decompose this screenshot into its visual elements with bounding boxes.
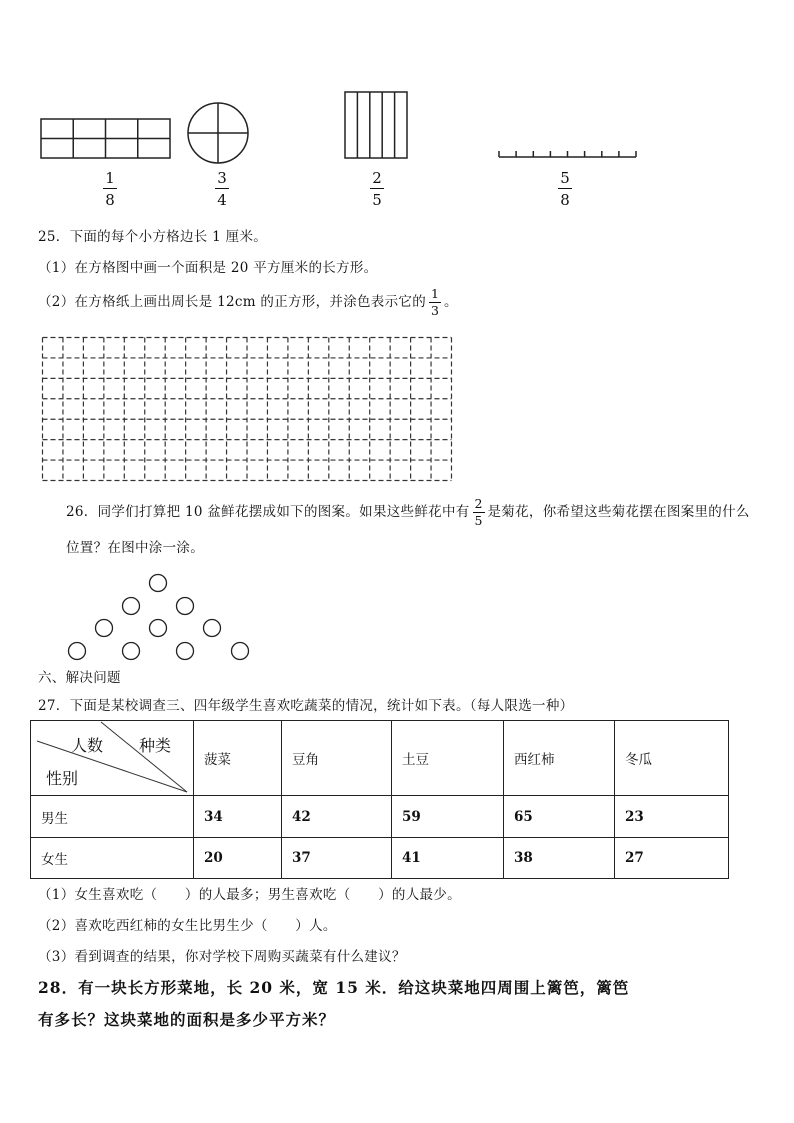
fraction-numerator: 1 — [103, 170, 117, 189]
q25-part2 — [38, 287, 458, 318]
flower-pot-circle — [69, 643, 86, 660]
table-cell: 41 — [392, 838, 504, 879]
rectangle-outline — [345, 92, 407, 158]
column-header: 土豆 — [392, 721, 504, 796]
flower-pot-circle — [96, 620, 113, 637]
table-corner-header — [31, 721, 194, 796]
table-cell: 42 — [282, 796, 392, 838]
table-cell: 34 — [194, 796, 282, 838]
fraction-numerator: 5 — [558, 170, 572, 189]
table-cell: 59 — [392, 796, 504, 838]
q25-title: 25．下面的每个小方格边长 1 厘米。 — [38, 229, 268, 245]
q26-text-continued: 是菊花，你希望这些菊花摆在图案里的什么 — [487, 504, 750, 520]
q26-line2: 位置？在图中涂一涂。 — [66, 540, 204, 556]
flower-pot-circle — [123, 643, 140, 660]
q27-part3: （3）看到调查的结果，你对学校下周购买蔬菜有什么建议？ — [38, 949, 406, 965]
q28-line1: 28．有一块长方形菜地，长 20 米，宽 15 米．给这块菜地四周围上篱笆，篱笆 — [38, 978, 630, 997]
table-cell: 20 — [194, 838, 282, 879]
figure-fraction — [370, 170, 384, 208]
table-header-row — [31, 721, 729, 796]
figure-fraction — [103, 170, 117, 208]
square-grid — [41, 336, 453, 482]
table-cell: 27 — [615, 838, 729, 879]
fraction-numerator: 2 — [474, 496, 483, 511]
flower-pot-circle — [177, 643, 194, 660]
inline-fraction — [473, 497, 485, 528]
q28-line2: 有多长？这块菜地的面积是多少平方米？ — [38, 1010, 336, 1029]
fraction-denominator: 3 — [431, 303, 439, 318]
column-header: 菠菜 — [194, 721, 282, 796]
fraction-numerator: 3 — [215, 170, 229, 189]
q26-text: 26．同学们打算把 10 盆鲜花摆成如下的图案。如果这些鲜花中有 — [66, 504, 470, 520]
fraction-denominator: 8 — [560, 191, 570, 209]
fraction-numerator: 1 — [431, 286, 439, 301]
figure-fraction — [558, 170, 572, 208]
flower-pot-circle — [204, 620, 221, 637]
corner-diagonal-line — [101, 722, 187, 792]
corner-label-category: 种类 — [139, 736, 172, 755]
figure-fraction — [215, 170, 229, 208]
column-header: 西红柿 — [504, 721, 615, 796]
q25-part2-text: （2）在方格纸上画出周长是 12cm 的正方形，并涂色表示它的 — [38, 294, 427, 310]
q26-line1 — [66, 497, 750, 528]
flower-pot-circle — [232, 643, 249, 660]
q25-part2-end: 。 — [443, 294, 458, 310]
figure-rectangle-fifths — [345, 92, 407, 158]
column-header: 豆角 — [282, 721, 392, 796]
corner-label-gender: 性别 — [46, 769, 79, 788]
figure-rectangle-eighths — [41, 119, 170, 158]
row-label: 男生 — [31, 796, 194, 838]
flower-pot-circle — [150, 620, 167, 637]
table-row — [31, 796, 729, 838]
table-row — [31, 838, 729, 879]
column-header: 冬瓜 — [615, 721, 729, 796]
fraction-numerator: 2 — [370, 170, 384, 189]
table-cell: 37 — [282, 838, 392, 879]
figure-segment-eighths — [499, 151, 636, 157]
table-cell: 23 — [615, 796, 729, 838]
flower-pot-circle — [123, 598, 140, 615]
flower-pot-circle — [177, 598, 194, 615]
table-cell: 38 — [504, 838, 615, 879]
q27-part2: （2）喜欢吃西红柿的女生比男生少（ ）人。 — [38, 918, 337, 934]
section-title: 六、解决问题 — [38, 670, 121, 686]
flower-pot-pattern — [60, 570, 260, 665]
corner-label-count: 人数 — [71, 736, 104, 755]
figure-circle-quarters — [188, 103, 248, 163]
vegetable-survey-table — [30, 720, 729, 879]
q25-part1: （1）在方格图中画一个面积是 20 平方厘米的长方形。 — [38, 260, 378, 276]
q27-title: 27．下面是某校调查三、四年级学生喜欢吃蔬菜的情况，统计如下表。（每人限选一种） — [38, 698, 574, 714]
fraction-denominator: 8 — [105, 191, 115, 209]
fraction-denominator: 5 — [372, 191, 382, 209]
fraction-figures — [0, 85, 700, 165]
row-label: 女生 — [31, 838, 194, 879]
fraction-denominator: 4 — [217, 191, 227, 209]
inline-fraction — [429, 287, 441, 318]
fraction-denominator: 5 — [474, 513, 483, 528]
q27-part1: （1）女生喜欢吃（ ）的人最多；男生喜欢吃（ ）的人最少。 — [38, 887, 461, 903]
table-cell: 65 — [504, 796, 615, 838]
flower-pot-circle — [150, 575, 167, 592]
